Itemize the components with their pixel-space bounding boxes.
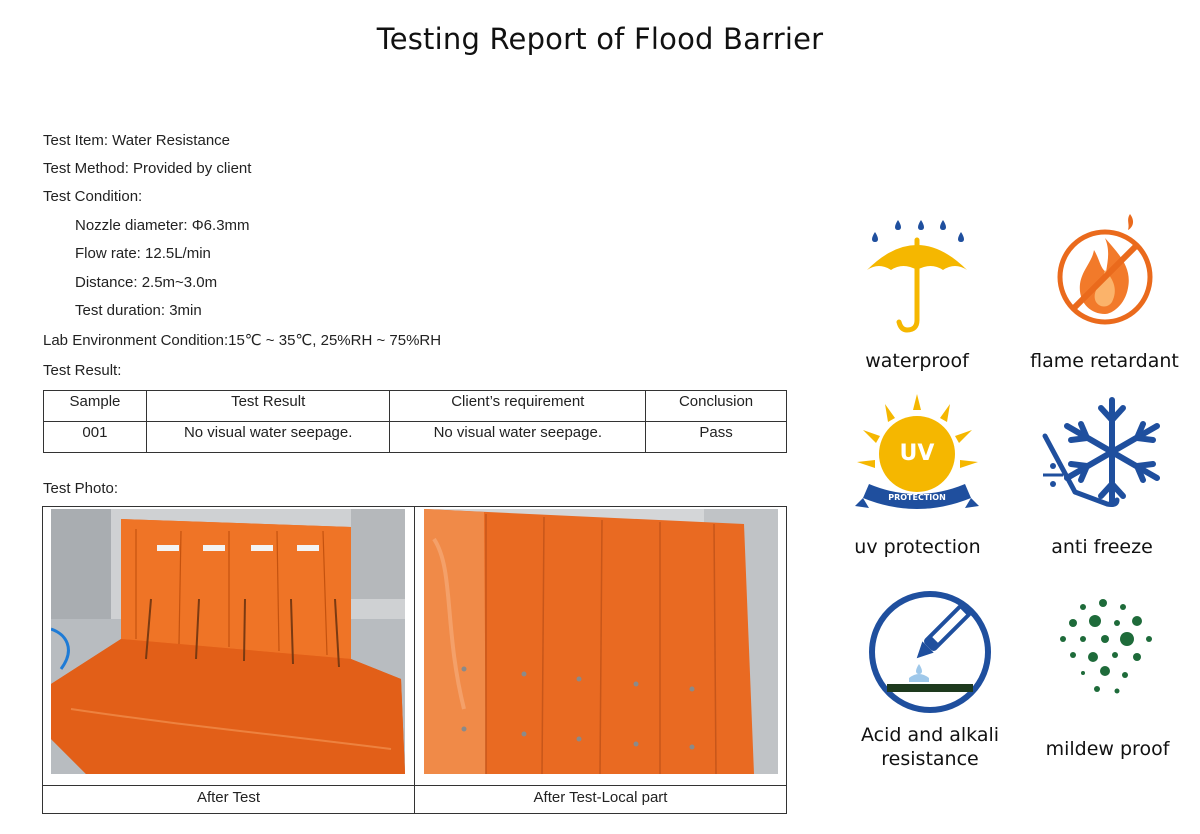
feature-acid-alkali — [855, 590, 1005, 771]
test-result-label: Test Result: — [43, 362, 122, 379]
feature-label: mildew proof — [1045, 738, 1170, 760]
after-test-local-photo — [424, 509, 778, 774]
cell-test-result: No visual water seepage. — [146, 422, 390, 453]
test-duration: Test duration: 3min — [75, 302, 202, 319]
flow-rate: Flow rate: 12.5L/min — [75, 245, 211, 262]
feature-label: anti freeze — [1051, 536, 1153, 558]
feature-uv-protection — [850, 392, 985, 559]
feature-waterproof — [852, 210, 982, 373]
feature-label: Acid and alkali resistance — [860, 724, 1000, 770]
test-photo-box — [42, 506, 787, 814]
snowflake-icon — [1037, 392, 1167, 520]
header-sample: Sample — [44, 391, 147, 422]
feature-label: flame retardant — [1030, 350, 1179, 372]
test-photo-label: Test Photo: — [43, 480, 119, 497]
cell-sample: 001 — [44, 422, 147, 453]
test-item: Test Item: Water Resistance — [43, 132, 231, 149]
feature-flame-retardant — [1022, 210, 1187, 373]
feature-label: uv protection — [854, 536, 981, 558]
lab-environment: Lab Environment Condition:15℃ ~ 35℃, 25%RH ~ 75%RH — [43, 332, 442, 349]
header-client-requirement: Client’s requirement — [390, 391, 646, 422]
cell-conclusion: Pass — [646, 422, 787, 453]
feature-anti-freeze — [1022, 392, 1182, 559]
header-test-result: Test Result — [146, 391, 390, 422]
result-table — [43, 390, 787, 453]
feature-label: waterproof — [865, 350, 969, 372]
caption-after-test: After Test — [196, 789, 261, 806]
table-header-row — [44, 391, 787, 422]
feature-mildew-proof — [1030, 595, 1185, 761]
uv-text: UV — [899, 441, 935, 466]
header-conclusion: Conclusion — [646, 391, 787, 422]
distance: Distance: 2.5m~3.0m — [75, 274, 218, 291]
after-test-photo — [51, 509, 405, 774]
page-title: Testing Report of Flood Barrier — [376, 22, 824, 56]
no-fire-icon — [1050, 210, 1160, 335]
protection-text: PROTECTION — [888, 493, 946, 502]
test-method: Test Method: Provided by client — [43, 160, 252, 177]
caption-after-test-local: After Test-Local part — [533, 789, 668, 806]
nozzle-diameter: Nozzle diameter: Φ6.3mm — [75, 217, 250, 234]
test-condition-label: Test Condition: — [43, 188, 143, 205]
umbrella-rain-icon — [857, 210, 977, 335]
table-row — [44, 422, 787, 453]
cell-client-requirement: No visual water seepage. — [390, 422, 646, 453]
acid-dropper-icon — [865, 590, 995, 715]
mildew-dots-icon — [1053, 595, 1163, 705]
uv-sun-icon — [855, 392, 980, 520]
